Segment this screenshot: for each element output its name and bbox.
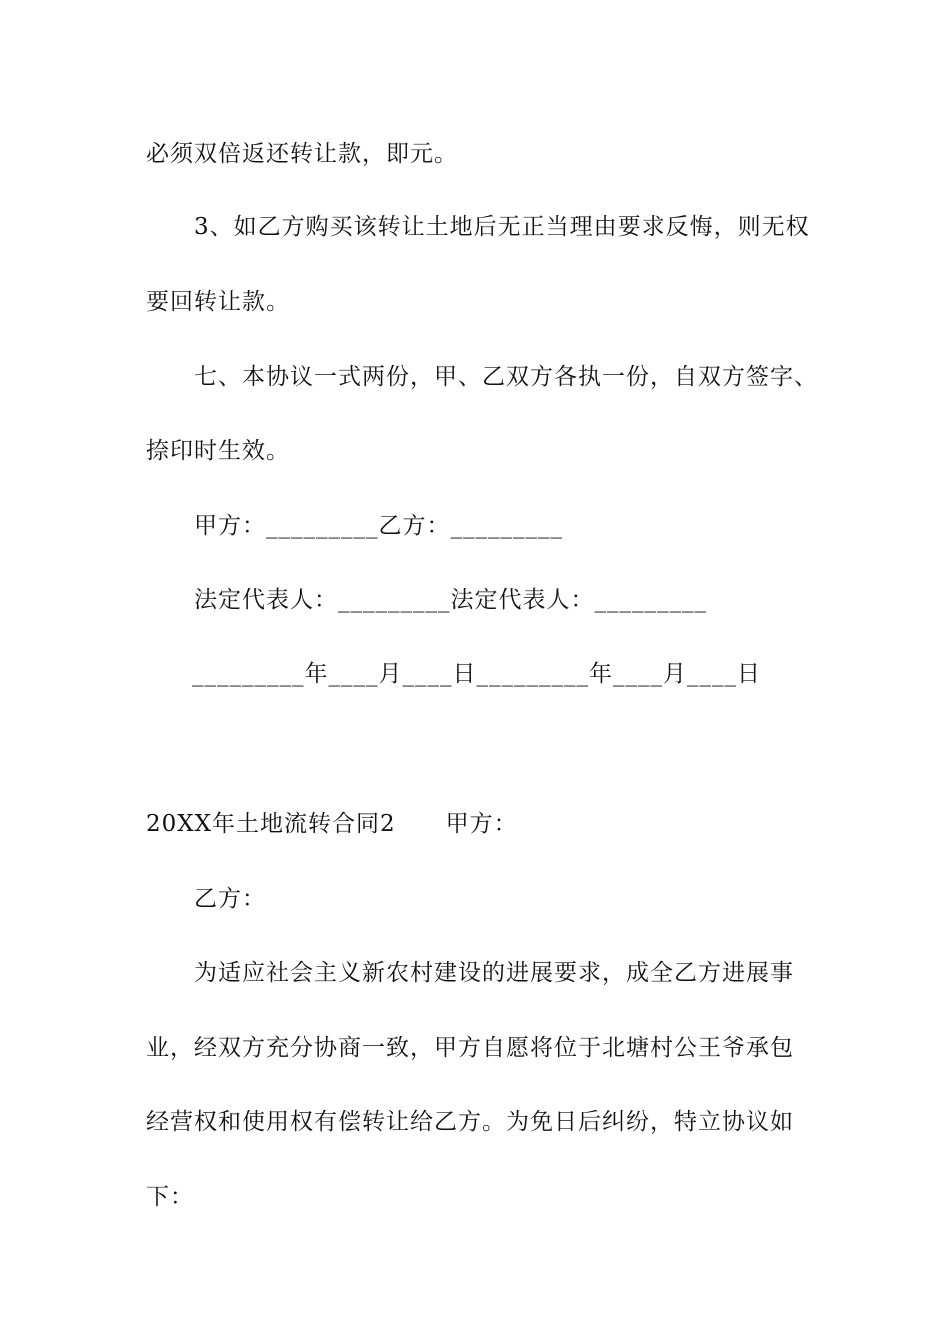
contract-title: 20XX年土地流转合同2 — [146, 811, 396, 837]
paragraph-line: 七、本协议一式两份，甲、乙双方各执一份，自双方签字、 — [194, 364, 818, 390]
paragraph-line: 要回转让款。 — [146, 289, 290, 315]
party-b-label: 乙方： — [194, 886, 266, 912]
signature-line-party: 甲方：_________乙方：_________ — [194, 513, 563, 539]
paragraph-line: 捺印时生效。 — [146, 438, 290, 464]
party-a-label: 甲方： — [445, 811, 518, 837]
paragraph-line: 业，经双方充分协商一致，甲方自愿将位于北塘村公王爷承包 — [146, 1035, 794, 1061]
paragraph-line: 3、如乙方购买该转让土地后无正当理由要求反悔，则无权 — [194, 214, 810, 240]
paragraph-line: 必须双倍返还转让款，即元。 — [146, 141, 458, 167]
paragraph-line: 为适应社会主义新农村建设的进展要求，成全乙方进展事 — [194, 960, 794, 986]
signature-line-representative: 法定代表人：_________法定代表人：_________ — [194, 587, 707, 613]
paragraph-line: 下： — [146, 1184, 194, 1210]
signature-line-date: _________年____月____日_________年____月____日 — [192, 661, 761, 687]
contract-title-line — [146, 809, 518, 839]
paragraph-line: 经营权和使用权有偿转让给乙方。为免日后纠纷，特立协议如 — [146, 1109, 794, 1135]
